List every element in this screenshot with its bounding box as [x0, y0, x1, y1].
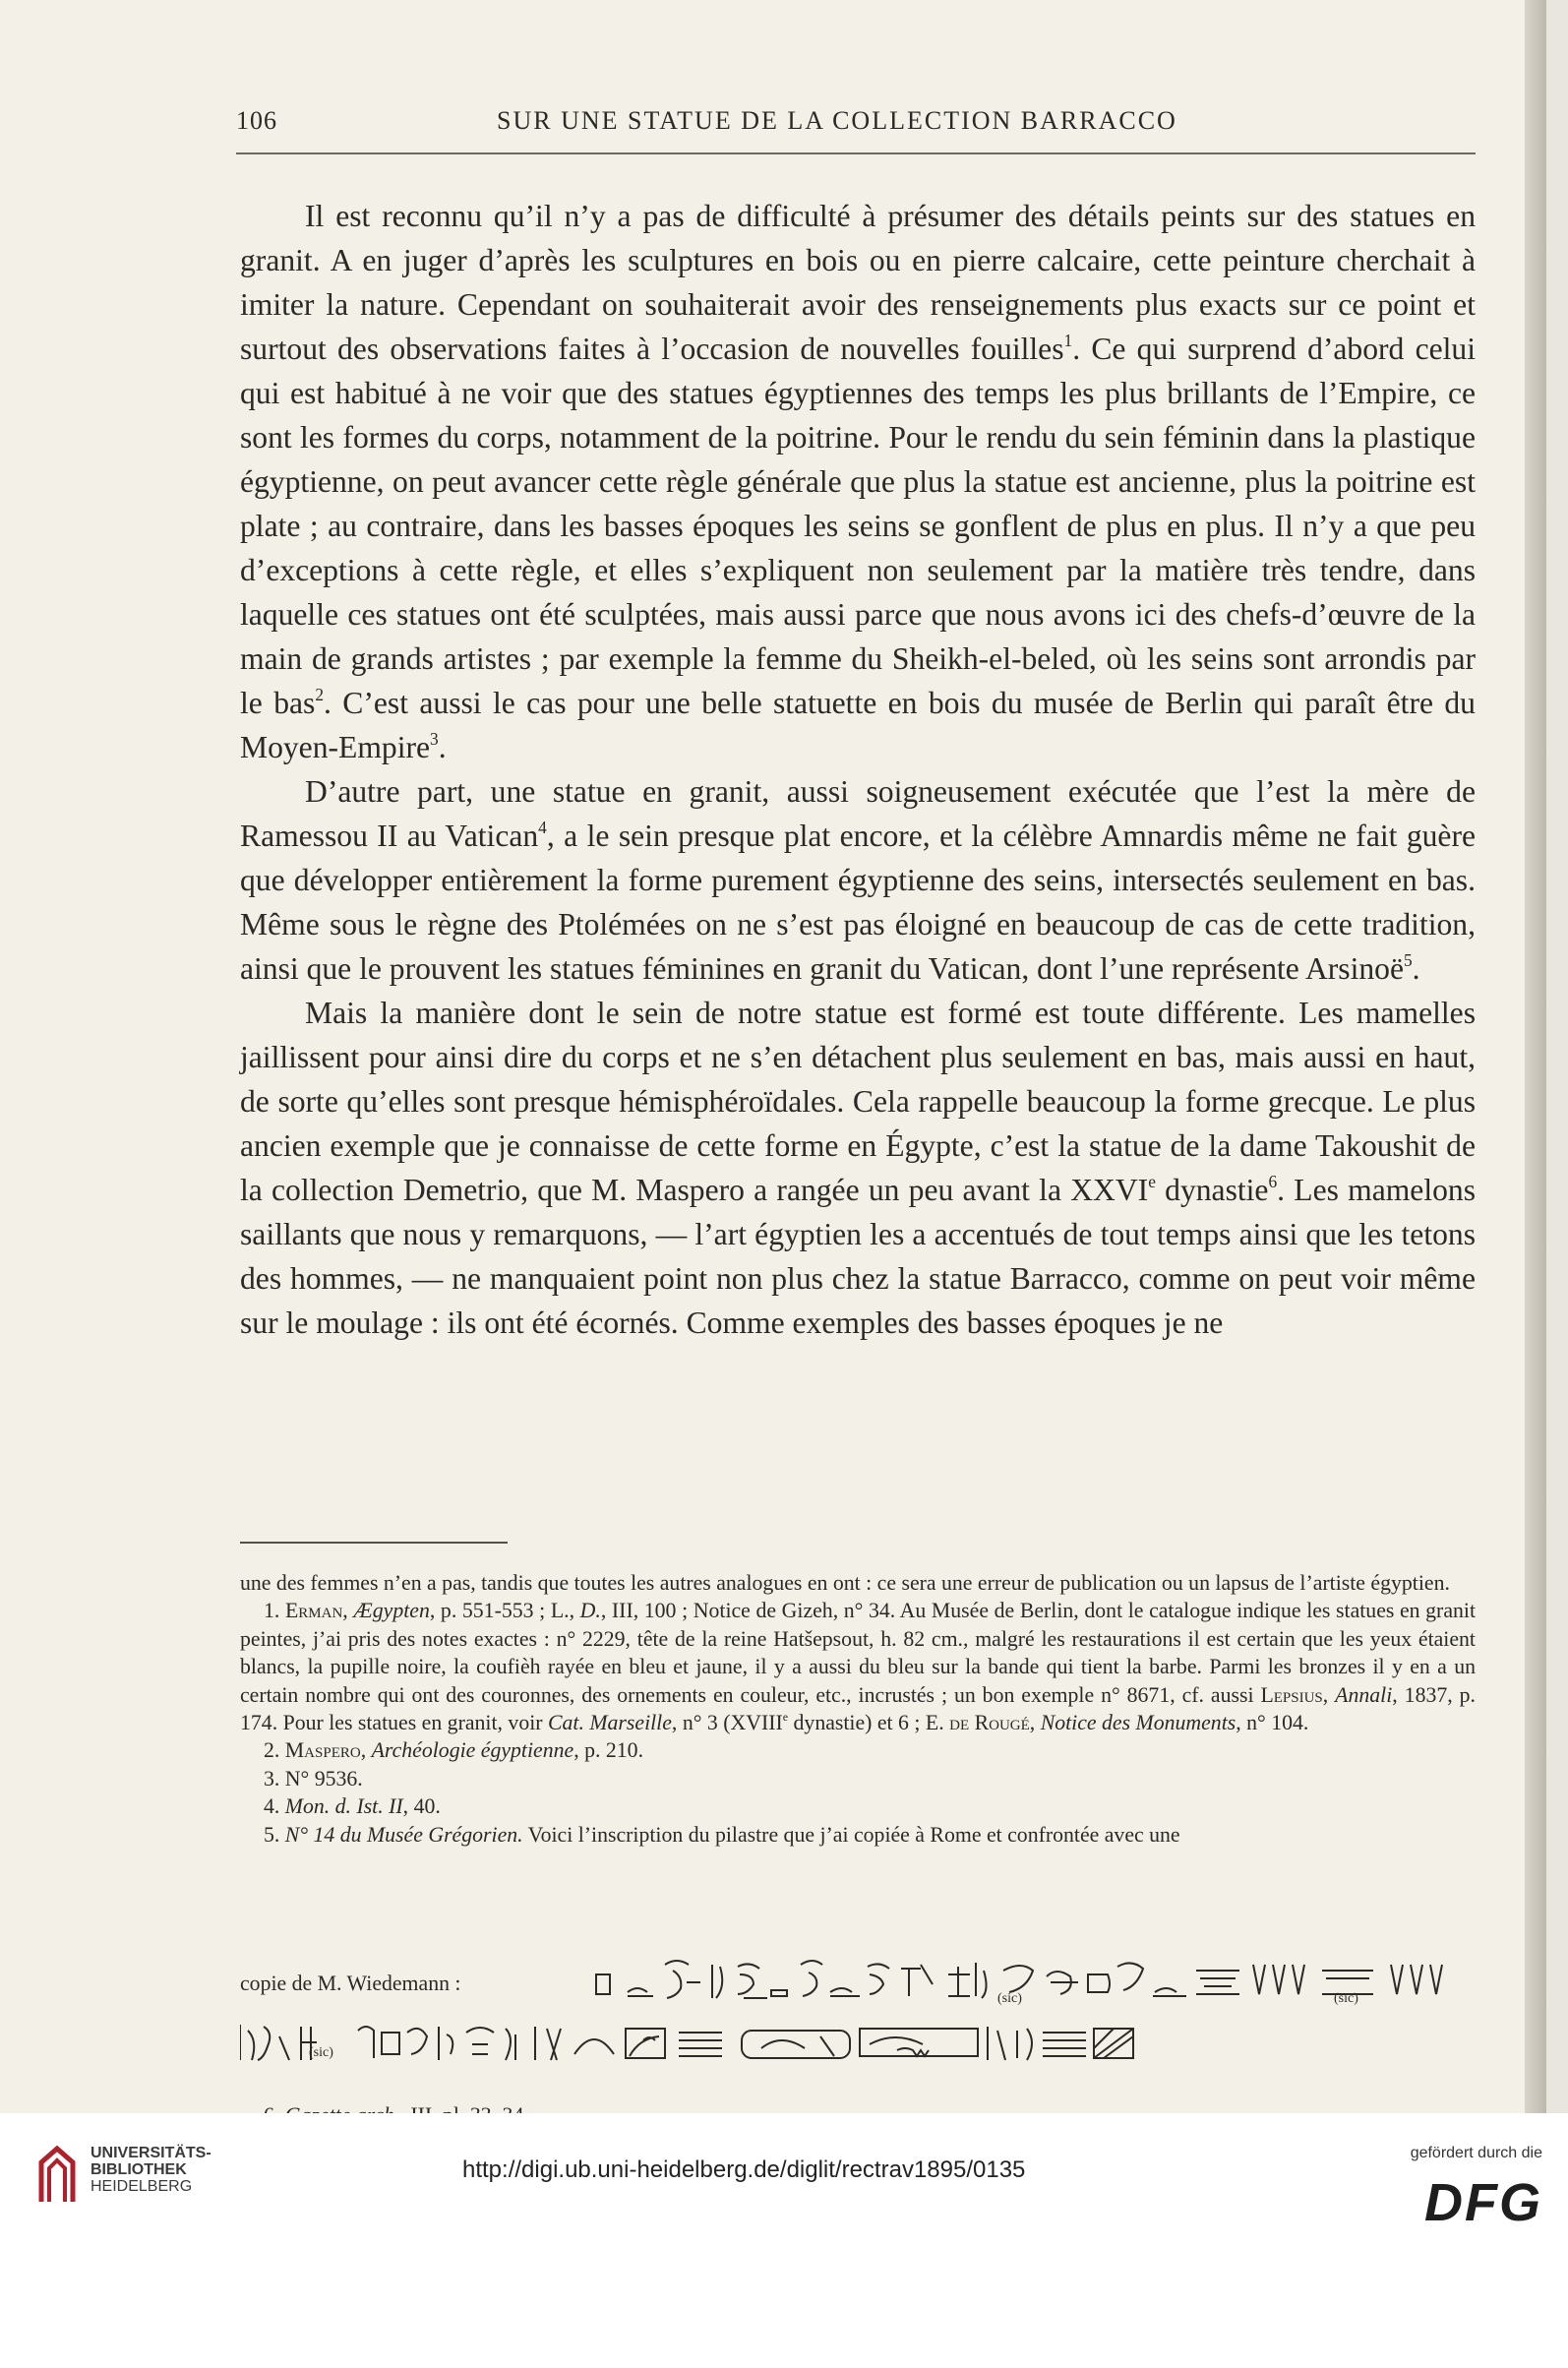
footnotes — [240, 1569, 1476, 1849]
running-title: SUR UNE STATUE DE LA COLLECTION BARRACCO — [497, 106, 1177, 135]
footnote-1: 1. Erman, Ægypten, p. 551-553 ; L., D., III, 100 ; Notice de Gizeh, n° 34. Au Musée de Berlin, dont le catalogue indique les statues en granit peintes, j’ai pris des notes exactes : n° 2229, tête de la reine Hatšepsout, h. 82 cm., malgré les restaurations il est certain que les yeux étaient blancs, la pupille noire, la coufièh rayée en bleu et jaune, il y a aussi du bleu sur la bande qui tient la barbe. Parmi les bronzes il y en a un certain nombre qui ont des couronnes, des ornements en couleur, etc., incrustés ; un bon exemple n° 8671, cf. aussi Lepsius, Annali, 1837, p. 174. Pour les statues en granit, voir Cat. Marseille, n° 3 (XVIIIe dynastie) et 6 ; E. de Rougé, Notice des Monuments, n° 104. — [240, 1599, 1476, 1735]
footnote-continuation: une des femmes n’en a pas, tandis que toutes les autres analogues en ont : ce sera une erreur de publication ou un lapsus de l’artiste égyptien. — [240, 1571, 1450, 1595]
university-library-name: UNIVERSITÄTS- BIBLIOTHEK HEIDELBERG — [90, 2145, 211, 2195]
digitization-footer — [0, 2113, 1568, 2368]
dfg-logo: DFG — [1424, 2173, 1542, 2232]
footnote-4: 4. Mon. d. Ist. II, 40. — [264, 1794, 441, 1819]
hieroglyph-inscription-1 — [240, 1953, 1476, 2008]
hieroglyph-signs-2 — [240, 2025, 1133, 2060]
hieroglyph-inscription-2 — [240, 2015, 1476, 2070]
page-number: 106 — [236, 106, 277, 135]
hieroglyph-line-1 — [240, 1953, 1476, 2008]
header-rule — [236, 152, 1476, 154]
main-text — [240, 194, 1476, 1345]
copie-label: copie de M. Wiedemann : — [240, 1972, 461, 1995]
paragraph-2: D’autre part, une statue en granit, aussi soigneusement exécutée que l’est la mère de Ramessou II au Vatican$^4$, a le sein presque plat encore, et la célèbre Amnardis même ne fait guère que développer entièrement la forme purement égyptienne des seins, intersectés seulement en bas. Même sous le règne des Ptolémées on ne s’est pas éloigné en beaucoup de cas de cette tradition, ainsi que le prouvent les statues féminines en granit du Vatican, dont l’une représente Arsinoë$^5$. — [240, 774, 1476, 986]
footnote-ref-4[interactable]: 4 — [538, 818, 547, 837]
paragraph-3: Mais la manière dont le sein de notre statue est formé est toute différente. Les mamelles jaillissent pour ainsi dire du corps et ne s’en détachent plus seulement en bas, mais aussi en haut, de sorte qu’elles sont presque hémisphéroïdales. Cela rappelle beaucoup la forme grecque. Le plus ancien exemple que je connaisse de cette forme en Égypte, c’est la statue de la dame Takoushit de la collection Demetrio, que M. Maspero a rangée un peu avant la XXVIe dynastie$^6$. Les mamelons saillants que nous y remarquons, — l’art égyptien les a accentués de tout temps ainsi que les tetons des hommes, — ne manquaient point non plus chez la statue Barracco, comme on peut voir même sur le moulage : ils ont été écornés. Comme exemples des basses époques je ne — [240, 996, 1476, 1340]
permalink-url[interactable]: http://digi.ub.uni-heidelberg.de/diglit/rectrav1895/0135 — [462, 2156, 1026, 2183]
footnote-rule — [240, 1542, 508, 1544]
footnote-3: 3. N° 9536. — [264, 1766, 363, 1791]
paragraph-1: Il est reconnu qu’il n’y a pas de difficulté à présumer des détails peints sur des statues en granit. A en juger d’après les sculptures en bois ou en pierre calcaire, cette peinture cherchait à imiter la nature. Cependant on souhaiterait avoir des renseignements plus exacts sur ce point et surtout des observations faites à l’occasion de nouvelles fouilles$^1$. Ce qui surprend d’abord celui qui est habitué à ne voir que des statues égyptiennes des temps les plus brillants de l’Empire, ce sont les formes du corps, notamment de la poitrine. Pour le rendu du sein féminin dans la plastique égyptienne, on peut avancer cette règle générale que plus la statue est ancienne, plus la poitrine est plate ; au contraire, dans les basses époques les seins se gonflent de plus en plus. Il n’y a que peu d’exceptions à cette règle, et elles s’expliquent non seulement par la matière très tendre, dans laquelle ces statues ont été sculptées, mais aussi parce que nous avons ici des chefs-d’œuvre de la main de grands artistes ; par exemple la femme du Sheikh-el-beled, où les seins sont arrondis par le bas$^2$. C’est aussi le cas pour une belle statuette en bois du musée de Berlin qui paraît être du Moyen-Empire$^3$. — [240, 199, 1476, 764]
footnote-2: 2. Maspero, Archéologie égyptienne, p. 210. — [264, 1738, 644, 1763]
footnote-ref-1[interactable]: 1 — [1063, 331, 1073, 350]
footnote-ref-6[interactable]: 6 — [1268, 1172, 1278, 1191]
footnote-ref-5[interactable]: 5 — [1403, 950, 1413, 970]
sic-note-3: (sic) — [309, 2045, 333, 2060]
footnote-ref-2[interactable]: 2 — [315, 685, 324, 704]
hieroglyph-line-2 — [240, 2015, 1476, 2070]
footnote-ref-3[interactable]: 3 — [430, 729, 439, 749]
university-library-logo — [37, 2143, 77, 2206]
sic-note-2: (sic) — [1334, 1991, 1358, 2006]
page-edge-shadow — [1525, 0, 1546, 2113]
sic-note-1: (sic) — [997, 1991, 1022, 2006]
footnote-5: 5. N° 14 du Musée Grégorien. Voici l’inscription du pilastre que j’ai copiée à Rome et confrontée avec une — [264, 1822, 1180, 1847]
funded-by-label: gefördert durch die — [1410, 2145, 1542, 2161]
